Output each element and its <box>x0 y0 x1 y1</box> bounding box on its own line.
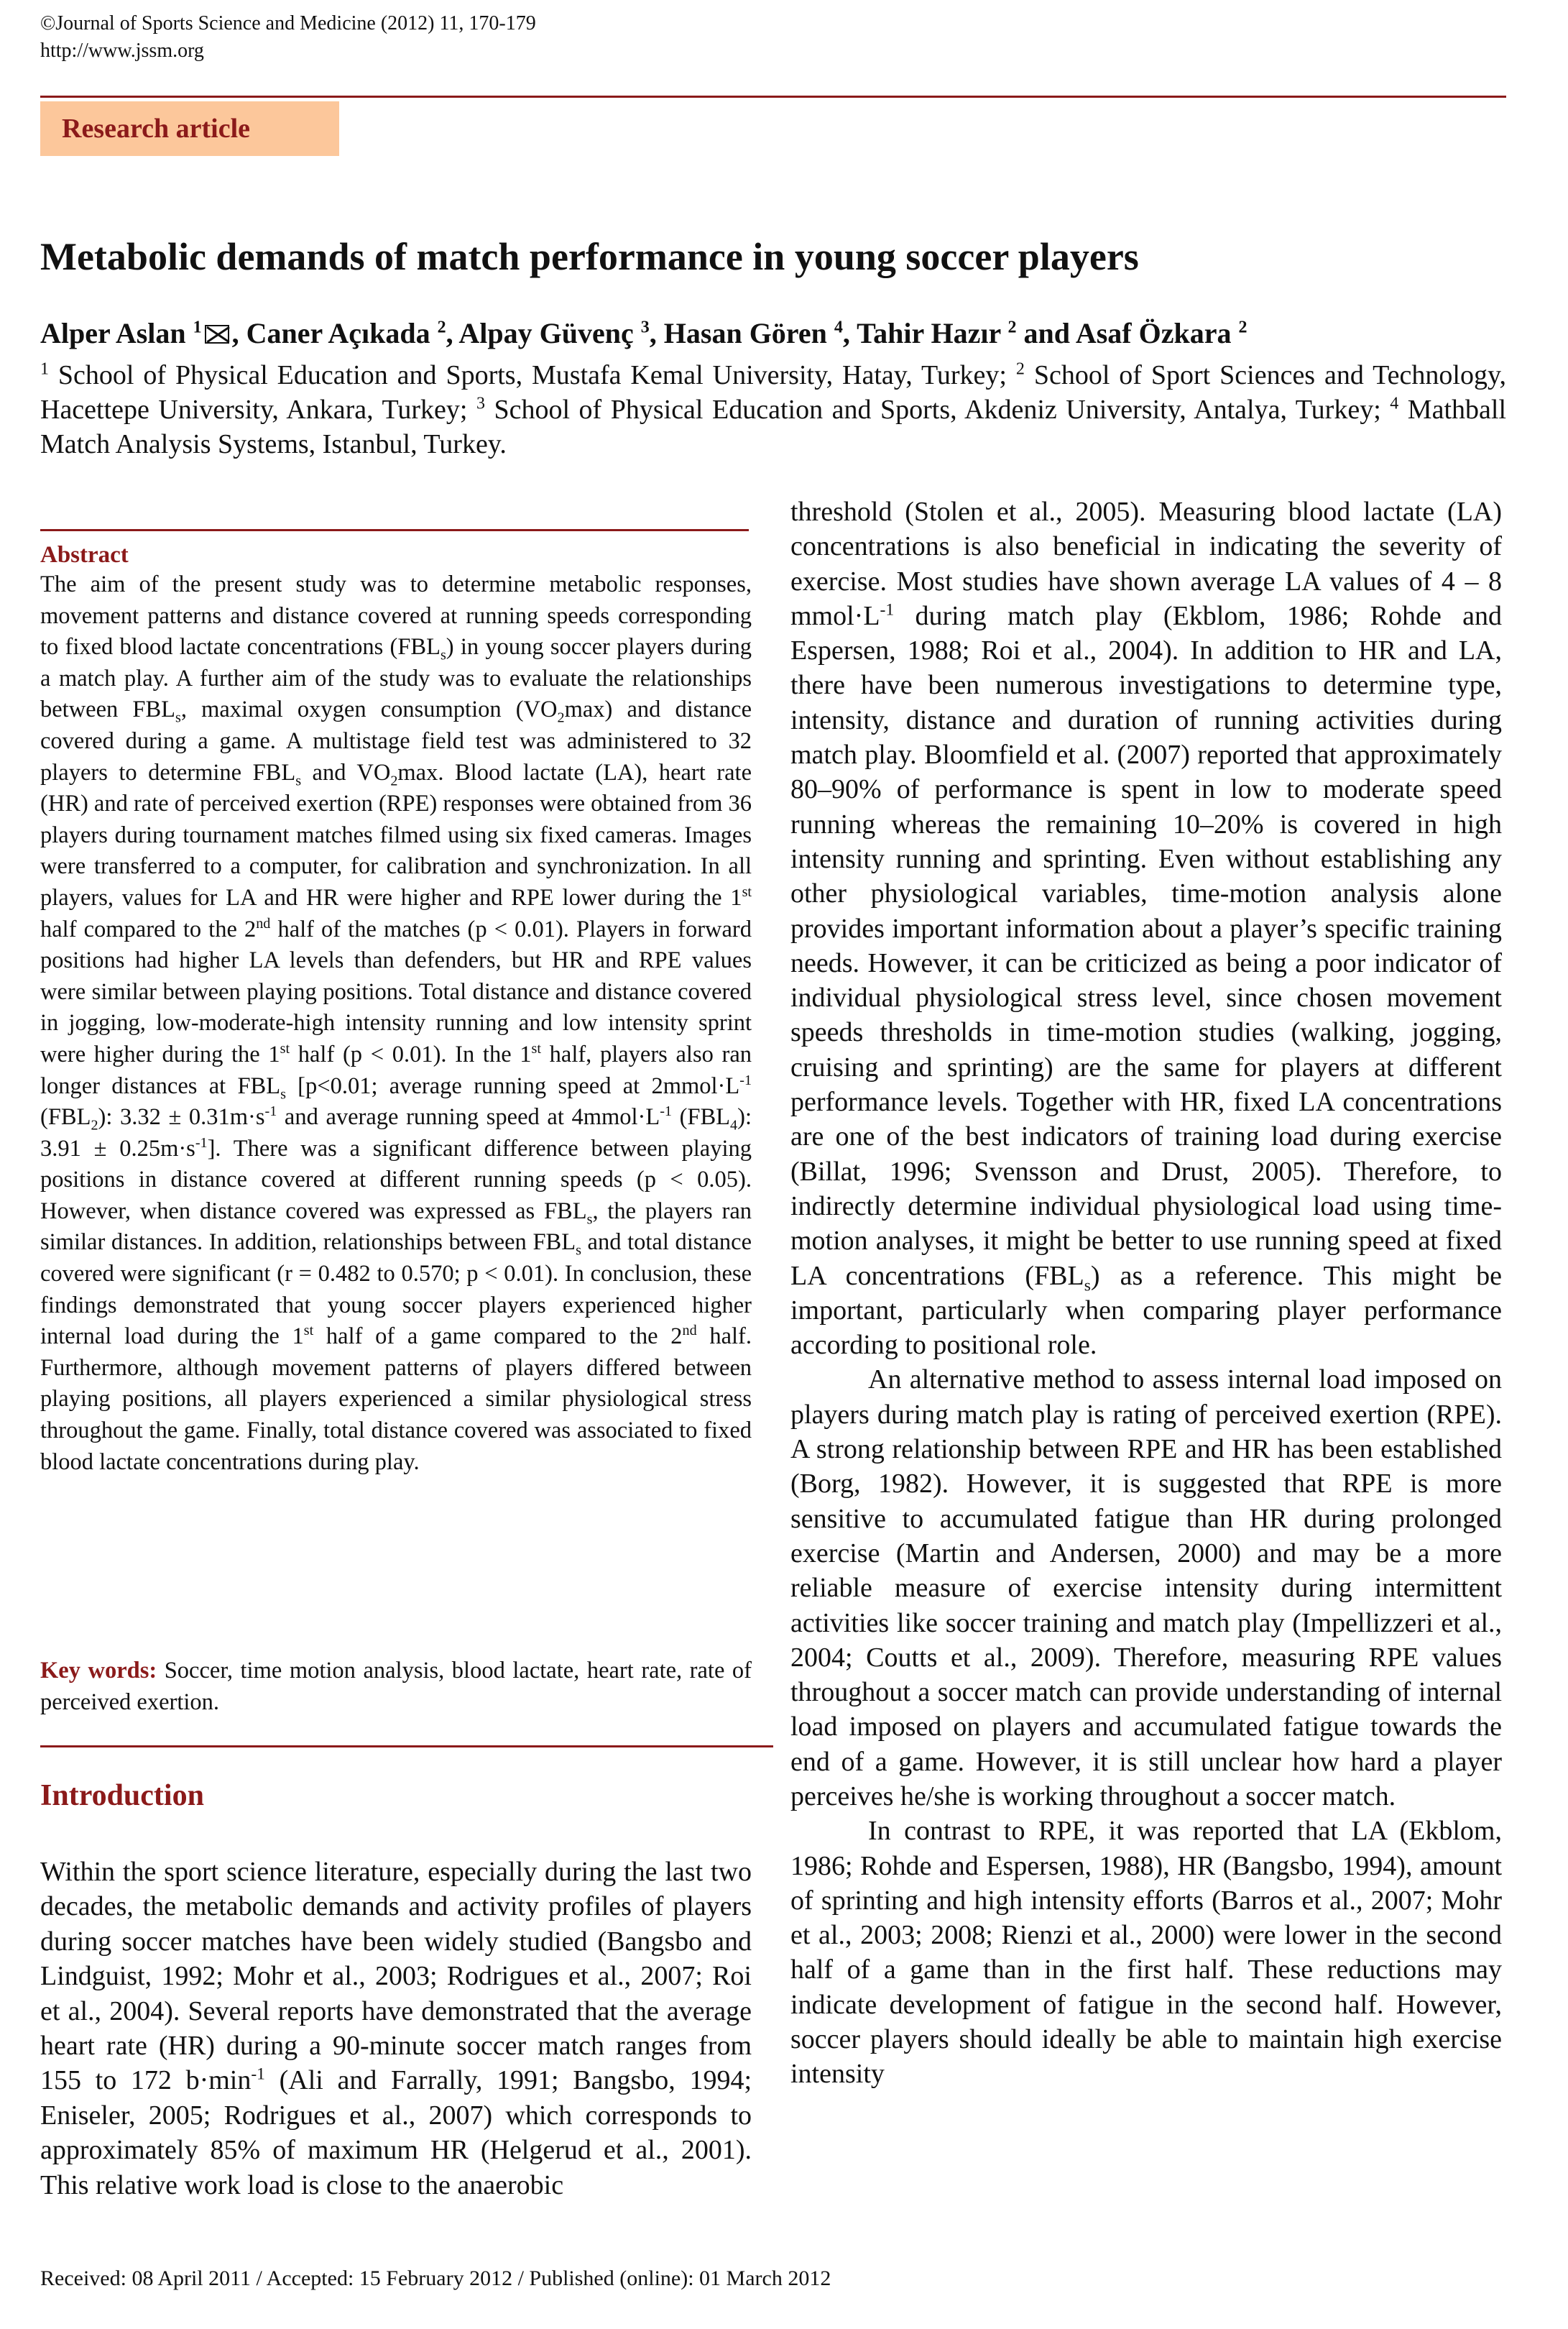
author-name: Alpay Güvenç <box>458 317 641 349</box>
affiliation-text: School of Sport Sciences and Technology, Hacettepe University, Ankara, Turkey; <box>40 360 1506 425</box>
affiliation-text: School of Physical Education and Sports, Mustafa Kemal University, Hatay, Turkey; <box>49 360 1016 390</box>
affiliation-text: Mathball Match Analysis Systems, Istanbul, Turkey. <box>40 395 1506 459</box>
author-name: Tahir Hazır <box>857 317 1008 349</box>
publication-dates: Received: 08 April 2011 / Accepted: 15 February 2012 / Published (online): 01 March 2012 <box>40 2266 831 2290</box>
article-type-badge: Research article <box>40 101 339 156</box>
header-rule <box>40 96 1506 98</box>
affiliation-text: School of Physical Education and Sports, Akdeniz University, Antalya, Turkey; <box>484 395 1391 425</box>
journal-citation: ©Journal of Sports Science and Medicine (2012) 11, 170-179 <box>40 12 536 35</box>
author-list: Alper Aslan $^1$ , Caner Açıkada $^2$, Alpay Güvenç $^3$, Hasan Gören $^4$, Tahir Hazır $^2$ and Asaf Özkara $^2$ <box>40 317 1248 349</box>
affiliation-number: 1 <box>40 359 49 379</box>
keywords-label: Key words: <box>40 1658 157 1683</box>
body-paragraph: threshold (Stolen et al., 2005). Measuring blood lactate (LA) concentrations is also beneficial in indicating the severity of exercise. Most studies have shown average LA values of 4 – 8 $mmol\cdot L^{-1}$ during match play (Ekblom, 1986; Rohde and Espersen, 1988; Roi et al., 2004). In addition to HR and LA, there have been numerous investigations to determine type, intensity, distance and duration of running activities during match play. Bloomfield et al. (2007) reported that approximately 80–90% of performance is spent in low to moderate speed running whereas the remaining 10–20% is covered in high intensity running and sprinting. Even without establishing any other physiological variables, time-motion analysis alone provides important information about a player’s specific training needs. However, it can be criticized as being a poor indicator of individual physiological stress level, since chosen movement speeds thresholds in time-motion studies (walking, jogging, cruising and sprinting) are the same for players at different performance levels. Together with HR, fixed LA concentrations are one of the best indicators of training load during exercise (Billat, 1996; Svensson and Drust, 2005). Therefore, to indirectly determine individual physiological load using time-motion analyses, it might be better to use running speed at fixed LA concentrations $(FBL_s)$ as a reference. This might be important, particularly when comparing player performance according to positional role. <box>790 497 1502 1361</box>
affiliation-number: 2 <box>1015 359 1025 379</box>
abstract-heading: Abstract <box>40 542 129 568</box>
author-name: Alper Aslan <box>40 317 193 349</box>
keywords-text: Soccer, time motion analysis, blood lactate, heart rate, rate of perceived exertion. <box>40 1658 752 1715</box>
right-column-text <box>790 495 1502 2092</box>
journal-url[interactable]: http://www.jssm.org <box>40 40 204 62</box>
introduction-text <box>40 1855 752 2202</box>
paper-title: Metabolic demands of match performance in young soccer players <box>40 235 1139 278</box>
author-affiliation-mark: 2 <box>1007 318 1017 337</box>
body-paragraph: An alternative method to assess internal load imposed on players during match play is rating of perceived exertion (RPE). A strong relationship between RPE and HR has been established (Borg, 1982). However, it is suggested that RPE is more sensitive to accumulated fatigue than HR during prolonged exercise (Martin and Andersen, 2000) and may be a more reliable measure of exercise intensity during intermittent activities like soccer training and match play (Impellizzeri et al., 2004; Coutts et al., 2009). Therefore, measuring RPE values throughout a soccer match can provide understanding of internal load imposed on players and accumulated fatigue towards the end of a game. However, it is still unclear how hard a player perceives he/she is working throughout a soccer match. <box>790 1364 1502 1811</box>
introduction-heading: Introduction <box>40 1779 204 1812</box>
affiliation-number: 4 <box>1390 394 1399 413</box>
author-affiliation-mark: 4 <box>834 318 843 337</box>
affiliation-number: 3 <box>476 394 485 413</box>
envelope-icon[interactable] <box>205 325 229 344</box>
abstract-text: The aim of the present study was to determine metabolic responses, movement patterns and distance covered at running speeds corresponding to fixed blood lactate concentrations $(FBL_s)$ in young soccer players during a match play. A further aim of the study was to evaluate the relationships between $FBL_s$, maximal oxygen consumption $(VO_2\max)$ and distance covered during a game. A multistage field test was administered to 32 players to determine $FBL_s$ and $VO_2\max$. Blood lactate (LA), heart rate (HR) and rate of perceived exertion (RPE) responses were obtained from 36 players during tournament matches filmed using six fixed cameras. Images were transferred to a computer, for calibration and synchronization. In all players, values for LA and HR were higher and RPE lower during the 1st half compared to the 2nd half of the matches (p < 0.01). Players in forward positions had higher LA levels than defenders, but HR and RPE values were similar between playing positions. Total distance and distance covered in jogging, low-moderate-high intensity running and low intensity sprint were higher during the 1st half (p < 0.01). In the 1st half, players also ran longer distances at $FBL_s$ [p<0.01; average running speed at $2mmol\cdot L^{-1}$ $(FBL_2)$: $3.32 \pm 0.31m\cdot s^{-1}$ and average running speed at $4mmol\cdot L^{-1}$ $(FBL_4)$: $3.91 \pm 0.25m\cdot s^{-1}$]. There was a significant difference between playing positions in distance covered at different running speeds (p < 0.05). However, when distance covered was expressed as $FBL_s$, the players ran similar distances. In addition, relationships between $FBL_s$ and total distance covered were significant (r = 0.482 to 0.570; p < 0.01). In conclusion, these findings demonstrated that young soccer players experienced higher internal load during the 1st half of a game compared to the 2nd half. Furthermore, although movement patterns of players differed between playing positions, all players experienced a similar physiological stress throughout the game. Finally, total distance covered was associated to fixed blood lactate concentrations during play. <box>40 571 752 1475</box>
author-affiliation-mark: 2 <box>437 318 446 337</box>
abstract-rule <box>40 529 749 531</box>
keywords <box>40 1655 752 1718</box>
author-name: Hasan Gören <box>663 317 834 349</box>
author-name: Asaf Özkara <box>1075 317 1239 349</box>
keywords-rule <box>40 1745 773 1747</box>
intro-paragraph: Within the sport science literature, especially during the last two decades, the metabolic demands and activity profiles of players during soccer matches have been widely studied (Bangsbo and Lindguist, 1992; Mohr et al., 2003; Rodrigues et al., 2007; Roi et al., 2004). Several reports have demonstrated that the average heart rate (HR) during a 90-minute soccer match ranges from 155 to 172 $b\cdot\min^{-1}$ (Ali and Farrally, 1991; Bangsbo, 1994; Eniseler, 2005; Rodrigues et al., 2007) which corresponds to approximately 85% of maximum HR (Helgerud et al., 2001). This relative work load is close to the anaerobic <box>40 1857 752 2200</box>
body-paragraph: In contrast to RPE, it was reported that LA (Ekblom, 1986; Rohde and Espersen, 1988), HR (Bangsbo, 1994), amount of sprinting and high intensity efforts (Barros et al., 2007; Mohr et al., 2003; 2008; Rienzi et al., 2000) were lower in the second half of a game than in the first half. These reductions may indicate development of fatigue in the second half. However, soccer players should ideally be able to maintain high exercise intensity <box>790 1816 1502 2090</box>
author-name: Caner Açıkada <box>246 317 438 349</box>
author-affiliation-mark: 3 <box>640 318 650 337</box>
author-affiliation-mark: 1 <box>193 318 202 337</box>
author-affiliation-mark: 2 <box>1238 318 1248 337</box>
affiliations <box>40 358 1506 461</box>
